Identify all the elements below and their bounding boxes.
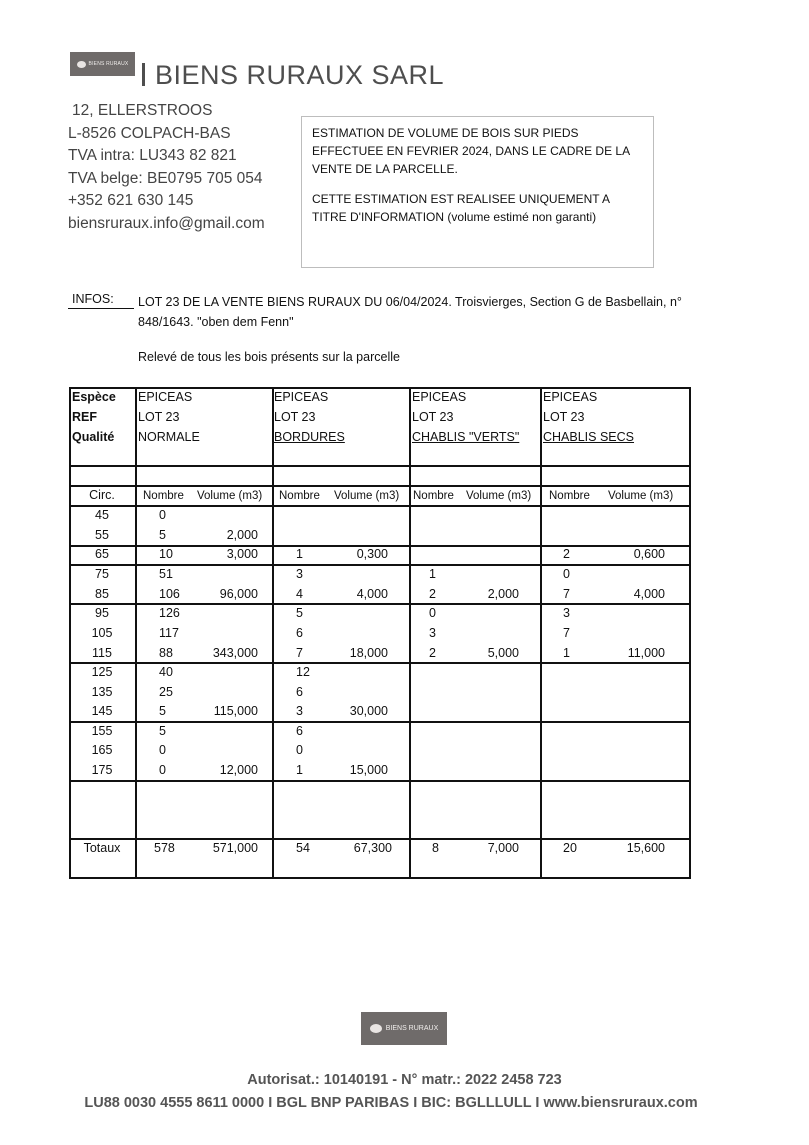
volume-value: 4,000 [633,587,665,601]
nombre-value: 3 [296,567,303,581]
company-logo-footer [361,1012,447,1045]
table-row-divider [69,780,689,782]
nombre-value: 51 [159,567,173,581]
circ-value: 95 [95,606,109,620]
row-label-qualite: Qualité [72,430,115,444]
group-ref: LOT 23 [543,410,585,424]
volume-value: 11,000 [627,646,665,660]
group-espece: EPICEAS [412,390,467,404]
group-espece: EPICEAS [274,390,329,404]
nombre-value: 3 [296,704,303,718]
company-name-text: BIENS RURAUX SARL [155,60,445,90]
nombre-value: 6 [296,626,303,640]
address-line: TVA belge: BE0795 705 054 [68,169,263,187]
phone-number: +352 621 630 145 [68,192,194,210]
nombre-value: 2 [563,547,570,561]
nombre-value: 0 [159,763,166,777]
total-volume: 67,300 [353,841,392,855]
circ-value: 105 [91,626,113,640]
table-row-divider [69,662,689,664]
volume-value: 115,000 [213,704,258,718]
address-line: L-8526 COLPACH-BAS [68,124,231,142]
footer-registration: Autorisat.: 10140191 - N° matr.: 2022 2458 723 [247,1072,562,1088]
nombre-value: 5 [159,528,166,542]
nombre-value: 6 [296,724,303,738]
nombre-value: 10 [159,547,173,561]
nombre-value: 7 [563,626,570,640]
circ-value: 75 [95,567,109,581]
nombre-value: 1 [296,763,303,777]
total-nombre: 8 [432,841,439,855]
group-ref: LOT 23 [412,410,454,424]
circ-value: 175 [91,763,113,777]
volume-value: 2,000 [487,587,519,601]
column-header-circ: Circ. [89,488,115,502]
nombre-value: 4 [296,587,303,601]
volume-value: 30,000 [349,704,388,718]
nombre-value: 126 [159,606,180,620]
volume-value: 4,000 [356,587,388,601]
volume-value: 12,000 [219,763,258,777]
volume-value: 15,000 [349,763,388,777]
totals-label: Totaux [83,841,121,855]
circ-value: 85 [95,587,109,601]
volume-value: 0,600 [633,547,665,561]
column-header-nombre: Nombre [279,490,320,502]
leaf-icon [370,1024,382,1033]
nombre-value: 0 [159,743,166,757]
nombre-value: 5 [159,724,166,738]
table-row-divider [69,485,689,487]
nombre-value: 117 [159,626,179,640]
nombre-value: 5 [159,704,166,718]
circ-value: 115 [92,646,112,660]
group-espece: EPICEAS [543,390,598,404]
table-border-right [689,387,691,877]
row-label-ref: REF [72,410,97,424]
infos-label: INFOS: [72,292,114,306]
table-row-divider [69,603,689,605]
table-row-divider [69,721,689,723]
logo-text: BIENS RURAUX [385,1025,439,1032]
nombre-value: 0 [296,743,303,757]
total-volume: 15,600 [626,841,665,855]
estimation-paragraph: ESTIMATION DE VOLUME DE BOIS SUR PIEDS EFFECTUEE EN FEVRIER 2024, DANS LE CADRE DE LA VENTE DE LA PARCELLE. [312,126,630,176]
nombre-value: 6 [296,685,303,699]
nombre-value: 0 [159,508,166,522]
address-line: TVA intra: LU343 82 821 [68,147,237,165]
nombre-value: 7 [296,646,303,660]
total-volume: 571,000 [212,841,258,855]
column-header-nombre: Nombre [549,490,590,502]
logo-text: BIENS RURAUX [88,61,129,67]
total-nombre: 20 [563,841,577,855]
table-row-divider [69,838,689,840]
nombre-value: 1 [296,547,303,561]
group-qualite: NORMALE [138,430,200,444]
table-row-divider [69,465,689,467]
column-header-volume: Volume (m3) [197,490,263,502]
table-border-left [69,387,71,877]
volume-value: 2,000 [226,528,258,542]
nombre-value: 106 [159,587,180,601]
nombre-value: 3 [429,626,436,640]
circ-value: 155 [91,724,113,738]
group-qualite: BORDURES [274,430,345,444]
nombre-value: 1 [429,567,436,581]
volume-value: 96,000 [219,587,258,601]
circ-value: 135 [91,685,113,699]
nombre-value: 12 [296,665,310,679]
circ-value: 45 [95,508,109,522]
table-column-divider [540,387,542,877]
group-qualite: CHABLIS "VERTS" [412,430,520,444]
footer-bank-details: LU88 0030 4555 8611 0000 I BGL BNP PARIBAS I BIC: BGLLLULL I www.biensruraux.com [84,1095,698,1111]
table-border-bottom [69,877,691,879]
circ-value: 55 [95,528,109,542]
nombre-value: 25 [159,685,173,699]
circ-value: 125 [91,665,113,679]
total-volume: 7,000 [487,841,519,855]
volume-value: 0,300 [356,547,388,561]
group-qualite: CHABLIS SECS [543,430,635,444]
table-border-top [69,387,689,389]
row-label-espece: Espèce [72,390,116,404]
infos-text: LOT 23 DE LA VENTE BIENS RURAUX DU 06/04/2024. Troisvierges, Section G de Basbellain, n° 848/1643. "oben dem Fenn" [138,295,682,329]
nombre-value: 0 [563,567,570,581]
nombre-value: 0 [429,606,436,620]
volume-value: 343,000 [212,646,258,660]
table-column-divider [272,387,274,877]
nombre-value: 1 [563,646,570,660]
email-address: biensruraux.info@gmail.com [68,214,265,232]
circ-value: 65 [95,547,109,561]
group-ref: LOT 23 [274,410,316,424]
nombre-value: 2 [429,646,436,660]
volume-value: 18,000 [349,646,388,660]
circ-value: 165 [91,743,113,757]
group-espece: EPICEAS [138,390,193,404]
volume-value: 3,000 [226,547,258,561]
releve-note: Relevé de tous les bois présents sur la parcelle [138,350,400,364]
table-column-divider [409,387,411,877]
group-ref: LOT 23 [138,410,180,424]
table-column-divider [135,387,137,877]
column-header-volume: Volume (m3) [466,490,532,502]
disclaimer-paragraph: CETTE ESTIMATION EST REALISEE UNIQUEMENT A TITRE D'INFORMATION (volume estimé non garanti) [312,192,610,224]
table-row-divider [69,505,689,507]
total-nombre: 54 [296,841,310,855]
column-header-volume: Volume (m3) [608,490,674,502]
nombre-value: 2 [429,587,436,601]
column-header-nombre: Nombre [413,490,454,502]
address-line: 12, ELLERSTROOS [72,102,213,119]
nombre-value: 7 [563,587,570,601]
volume-value: 5,000 [487,646,519,660]
table-row-divider [69,545,689,547]
nombre-value: 88 [159,646,173,660]
nombre-value: 40 [159,665,173,679]
total-nombre: 578 [154,841,175,855]
nombre-value: 5 [296,606,303,620]
column-header-nombre: Nombre [143,490,184,502]
table-row-divider [69,564,689,566]
circ-value: 145 [91,704,113,718]
nombre-value: 3 [563,606,570,620]
column-header-volume: Volume (m3) [334,490,400,502]
